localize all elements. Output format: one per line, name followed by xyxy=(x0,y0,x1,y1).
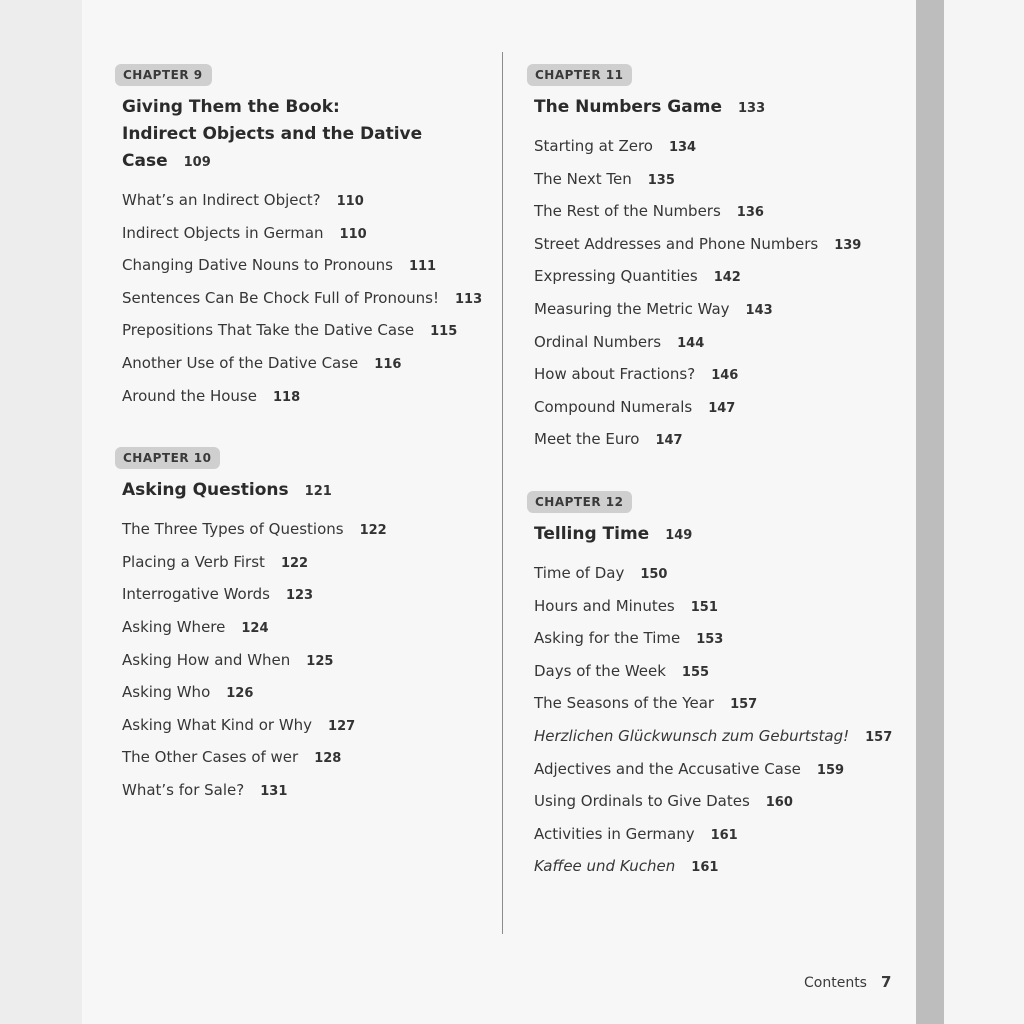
toc-entry-title: Time of Day xyxy=(534,563,625,582)
toc-entry-title: Ordinal Numbers xyxy=(534,332,662,351)
toc-entry-page: 134 xyxy=(668,140,697,155)
toc-entry-page: 155 xyxy=(681,664,710,680)
toc-entry-title: The Three Types of Questions xyxy=(122,520,344,539)
toc-entry-page: 136 xyxy=(736,205,764,221)
toc-entry xyxy=(122,315,495,348)
toc-entry xyxy=(534,819,907,852)
toc-entry-title: Asking Where xyxy=(122,617,226,636)
chapter-badge: CHAPTER 10 xyxy=(115,447,220,469)
toc-entry xyxy=(534,294,907,327)
toc-entry-title: Street Addresses and Phone Numbers xyxy=(534,234,819,253)
chapter-title-text: Indirect Objects and the Dative Case xyxy=(122,124,423,171)
toc-entry-page: 161 xyxy=(710,827,738,843)
chapter-title xyxy=(527,94,907,122)
toc-entry-title: Another Use of the Dative Case xyxy=(122,353,359,372)
toc-entry-page: 116 xyxy=(374,356,402,372)
right-column xyxy=(527,64,907,918)
toc-entry xyxy=(534,786,907,819)
section-list xyxy=(115,514,495,807)
toc-entry xyxy=(534,164,907,197)
toc-entry xyxy=(122,579,495,612)
chapter-title-line xyxy=(534,94,907,122)
toc-entry xyxy=(534,131,907,164)
toc-entry xyxy=(122,218,495,251)
toc-entry xyxy=(122,775,495,808)
toc-entry-title: Hours and Minutes xyxy=(534,596,675,615)
toc-entry-title: Expressing Quantities xyxy=(534,267,698,286)
toc-entry-title: What’s an Indirect Object? xyxy=(122,191,321,209)
toc-entry-page: 113 xyxy=(455,291,483,307)
section-list xyxy=(115,185,495,413)
toc-entry-title: Kaffee und Kuchen xyxy=(534,857,676,876)
toc-entry xyxy=(534,196,907,229)
toc-entry-title: Activities in Germany xyxy=(534,824,695,843)
toc-entry-page: 143 xyxy=(745,302,773,318)
footer-label: Contents xyxy=(804,975,867,991)
toc-entry xyxy=(534,591,907,624)
toc-entry xyxy=(534,851,907,884)
toc-entry-page: 157 xyxy=(730,697,758,713)
toc-entry-page: 159 xyxy=(816,762,845,778)
toc-entry-title: What’s for Sale? xyxy=(122,780,245,799)
toc-entry xyxy=(122,742,495,775)
toc-entry xyxy=(122,612,495,645)
chapter-page-number: 149 xyxy=(665,527,693,543)
page-footer xyxy=(804,973,891,991)
chapter-title xyxy=(527,521,907,549)
chapter-title-text: Telling Time xyxy=(534,523,650,544)
toc-entry-title: Measuring the Metric Way xyxy=(534,299,730,318)
toc-entry-page: 153 xyxy=(696,632,724,648)
toc-entry-page: 151 xyxy=(690,599,718,615)
toc-entry xyxy=(122,283,495,316)
toc-entry xyxy=(122,710,495,743)
toc-entry-page: 124 xyxy=(241,620,269,636)
toc-entry xyxy=(122,547,495,580)
toc-entry-title: How about Fractions? xyxy=(534,365,696,384)
toc-entry-page: 127 xyxy=(328,718,356,734)
toc-entry-page: 135 xyxy=(647,172,675,188)
toc-entry xyxy=(534,261,907,294)
toc-entry-page: 161 xyxy=(691,860,719,876)
toc-entry xyxy=(534,688,907,721)
toc-entry-page: 125 xyxy=(306,653,334,669)
chapter-title-line xyxy=(534,521,907,549)
toc-entry-title: Asking How and When xyxy=(122,650,291,669)
toc-entry-page: 147 xyxy=(708,400,736,416)
toc-entry xyxy=(122,381,495,414)
toc-entry-page: 157 xyxy=(865,729,893,745)
left-column xyxy=(115,64,495,842)
toc-entry-page: 110 xyxy=(339,226,367,242)
toc-entry-page: 122 xyxy=(280,555,309,571)
toc-entry-title: Meet the Euro xyxy=(534,430,640,449)
toc-entry xyxy=(534,656,907,689)
page-number: 7 xyxy=(880,973,892,991)
toc-entry-page: 123 xyxy=(285,588,314,604)
toc-entry xyxy=(122,185,495,218)
toc-entry-title: Asking Who xyxy=(122,683,211,702)
chapter-section xyxy=(527,64,907,457)
toc-entry-title: Placing a Verb First xyxy=(122,552,265,571)
chapter-page-number: 133 xyxy=(737,101,766,116)
toc-entry-title: Starting at Zero xyxy=(534,137,653,155)
toc-entry-page: 126 xyxy=(226,686,254,702)
page-edge-shadow xyxy=(916,0,944,1024)
toc-entry xyxy=(122,677,495,710)
toc-entry-title: Around the House xyxy=(122,386,257,405)
chapter-page-number: 109 xyxy=(183,155,211,170)
toc-entry-title: Indirect Objects in German xyxy=(122,223,324,242)
chapter-title-text: Giving Them the Book: xyxy=(122,97,340,117)
toc-entry-page: 131 xyxy=(260,783,288,799)
toc-entry-title: The Seasons of the Year xyxy=(534,694,715,713)
scan-background xyxy=(944,0,1024,1024)
toc-entry-page: 128 xyxy=(314,751,342,767)
chapter-title-text: The Numbers Game xyxy=(534,97,722,117)
toc-entry-page: 144 xyxy=(677,335,705,351)
toc-entry-page: 160 xyxy=(765,795,793,811)
toc-entry xyxy=(534,721,907,754)
toc-entry-title: Herzlichen Glückwunsch zum Geburtstag! xyxy=(534,726,850,745)
chapter-section xyxy=(527,491,907,884)
chapter-title-line xyxy=(122,477,495,505)
toc-entry xyxy=(534,424,907,457)
section-list xyxy=(527,558,907,884)
toc-entry xyxy=(534,558,907,591)
toc-entry-page: 147 xyxy=(655,433,683,449)
toc-entry xyxy=(534,392,907,425)
column-divider xyxy=(502,52,503,934)
toc-entry xyxy=(122,348,495,381)
chapter-badge: CHAPTER 12 xyxy=(527,491,632,513)
toc-entry-page: 142 xyxy=(713,270,741,286)
toc-entry xyxy=(122,645,495,678)
chapter-title-line xyxy=(122,94,495,121)
chapter-badge: CHAPTER 11 xyxy=(527,64,632,86)
chapter-title xyxy=(115,477,495,505)
chapter-title-line xyxy=(122,121,495,176)
chapter-badge: CHAPTER 9 xyxy=(115,64,212,86)
chapter-section xyxy=(115,64,495,413)
toc-entry xyxy=(122,250,495,283)
chapter-page-number: 121 xyxy=(304,484,332,500)
toc-entry xyxy=(122,514,495,547)
page-gutter xyxy=(0,0,82,1024)
toc-entry-page: 118 xyxy=(272,389,301,405)
toc-entry-title: The Rest of the Numbers xyxy=(534,202,721,221)
toc-entry-title: The Next Ten xyxy=(534,169,632,188)
toc-entry-title: Sentences Can Be Chock Full of Pronouns! xyxy=(122,288,439,307)
toc-entry xyxy=(534,623,907,656)
chapter-title xyxy=(115,94,495,176)
toc-entry-page: 122 xyxy=(359,523,387,539)
toc-entry-page: 139 xyxy=(834,237,862,253)
toc-entry-title: Asking What Kind or Why xyxy=(122,715,313,734)
toc-entry-title: Compound Numerals xyxy=(534,397,693,416)
toc-entry xyxy=(534,229,907,262)
toc-entry-page: 150 xyxy=(640,566,668,582)
toc-entry-title: Using Ordinals to Give Dates xyxy=(534,792,750,811)
toc-entry-page: 110 xyxy=(336,194,364,209)
toc-entry-page: 111 xyxy=(408,259,437,275)
toc-entry-page: 146 xyxy=(711,368,739,384)
toc-entry-page: 115 xyxy=(430,324,458,340)
toc-entry-title: Days of the Week xyxy=(534,661,666,680)
toc-entry-title: Changing Dative Nouns to Pronouns xyxy=(122,256,393,275)
section-list xyxy=(527,131,907,457)
toc-entry xyxy=(534,359,907,392)
toc-entry-title: The Other Cases of wer xyxy=(122,748,299,767)
toc-entry-title: Prepositions That Take the Dative Case xyxy=(122,321,415,340)
toc-entry-title: Asking for the Time xyxy=(534,629,681,648)
toc-entry-title: Interrogative Words xyxy=(122,585,270,604)
toc-entry-title: Adjectives and the Accusative Case xyxy=(534,759,801,778)
toc-entry xyxy=(534,327,907,360)
toc-entry xyxy=(534,754,907,787)
chapter-title-text: Asking Questions xyxy=(122,480,289,501)
chapter-section xyxy=(115,447,495,807)
